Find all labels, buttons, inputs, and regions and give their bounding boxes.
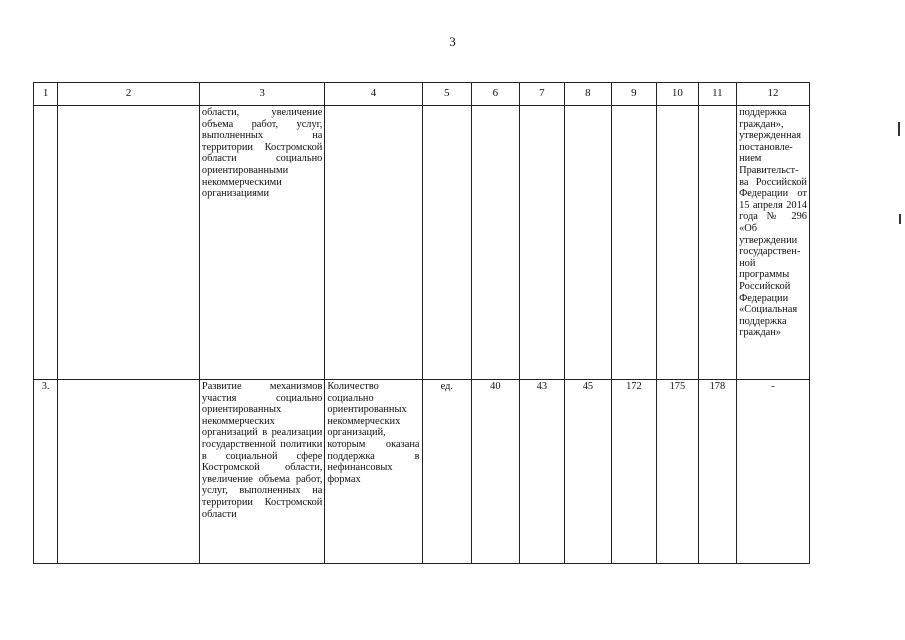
header-cell: 12 [737, 83, 810, 106]
value-cell: 45 [565, 380, 612, 564]
scan-edge-mark [899, 214, 901, 224]
unit-cell: ед. [422, 380, 472, 564]
goal-description-cell: области, увеличение объема работ, услуг, выполненных на территории Костромской области социально ориентированными некоммерческими организациями [199, 106, 324, 380]
header-cell: 1 [34, 83, 58, 106]
header-cell: 11 [698, 83, 736, 106]
unit-cell [422, 106, 472, 380]
header-cell: 9 [611, 83, 657, 106]
goal-description-cell: Развитие механизмов участия социально ориентированных некоммерческих организаций в реализации государственной политики в социальной сфере Костромской области, увеличение объема работ, услуг, выполненных на территории Костромской области [199, 380, 324, 564]
table-cell [58, 106, 200, 380]
scan-edge-mark [898, 122, 900, 136]
header-cell: 3 [199, 83, 324, 106]
header-cell: 8 [565, 83, 612, 106]
header-row [34, 83, 810, 106]
value-cell: 178 [698, 380, 736, 564]
header-cell: 10 [657, 83, 698, 106]
value-cell [472, 106, 520, 380]
indicator-cell: Количество социально ориентированных некоммерческих организаций, которым оказана поддержка в нефинансовых формах [325, 380, 422, 564]
value-cell [698, 106, 736, 380]
value-cell [565, 106, 612, 380]
header-cell: 7 [519, 83, 565, 106]
table-row [34, 106, 810, 380]
value-cell: 175 [657, 380, 698, 564]
page-number: 3 [449, 34, 456, 49]
value-cell: 43 [519, 380, 565, 564]
value-cell [657, 106, 698, 380]
row-number-cell [34, 106, 58, 380]
table-row [34, 380, 810, 564]
table-cell [58, 380, 200, 564]
data-table [33, 82, 810, 564]
header-cell: 4 [325, 83, 422, 106]
value-cell [611, 106, 657, 380]
header-cell: 5 [422, 83, 472, 106]
value-cell [519, 106, 565, 380]
value-cell: 172 [611, 380, 657, 564]
header-cell: 2 [58, 83, 200, 106]
source-cell: - [737, 380, 810, 564]
row-number-cell: 3. [34, 380, 58, 564]
value-cell: 40 [472, 380, 520, 564]
header-cell: 6 [472, 83, 520, 106]
indicator-cell [325, 106, 422, 380]
source-cell: поддержка граждан», утвержденная постановле-нием Правительст-ва Российской Федерации от 15 апреля 2014 года № 296 «Об утверждении государствен-ной программы Российской Федерации «Социальная поддержка граждан» [737, 106, 810, 380]
